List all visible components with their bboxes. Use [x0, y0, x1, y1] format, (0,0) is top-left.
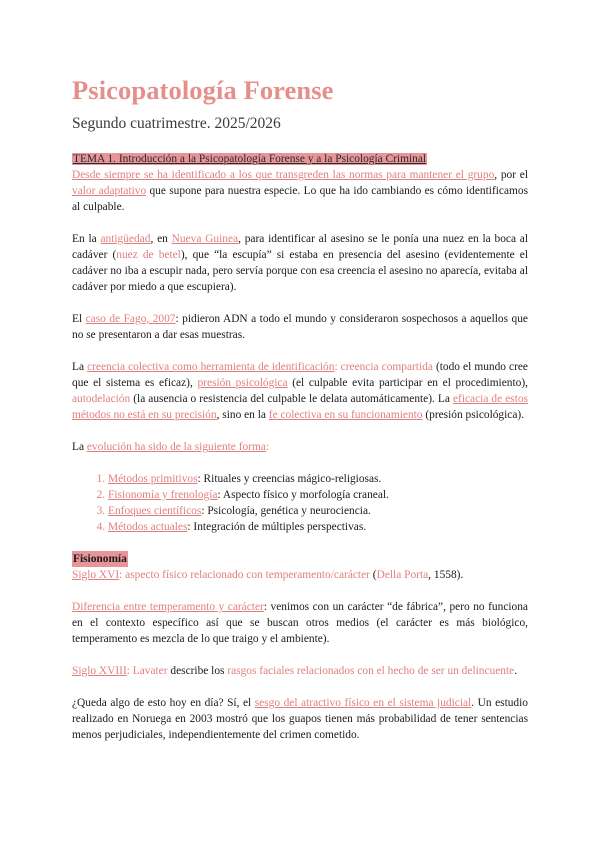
list-item: 4. Métodos actuales: Integración de múltiples perspectivas. [108, 519, 528, 535]
document-subtitle: Segundo cuatrimestre. 2025/2026 [72, 115, 281, 132]
list-item: 3. Enfoques científicos: Psicología, genética y neurociencia. [108, 503, 528, 519]
topic-heading: TEMA 1. Introducción a la Psicopatología Forense y a la Psicología Criminal [73, 153, 427, 165]
paragraph-antiquity: En la antigüedad, en Nueva Guinea, para identificar al asesino se le ponía una nuez en la boca al cadáver (nuez de betel), que “la escupía” si estaba en presencia del asesino (evidentemente el cadáver no iba a escupir nada, pero servía porque con esa creencia el asesino no aparecía, evitaba al cadáver por miedo a que escupiera). [72, 233, 529, 293]
list-item: 2. Fisionomía y frenología: Aspecto físico y morfología craneal. [108, 487, 528, 503]
section-heading-fisionomia: Fisionomía [73, 553, 127, 565]
paragraph-siglo-xviii: Siglo XVIII: Lavater describe los rasgos faciales relacionados con el hecho de ser un delincuente. [72, 665, 518, 677]
paragraph-fago-case: El caso de Fago, 2007: pidieron ADN a todo el mundo y consideraron sospechosos a aquellos que no se presentaron a dar esas muestras. [72, 313, 528, 341]
paragraph-intro: Desde siempre se ha identificado a los que transgreden las normas para mantener el grupo, por el valor adaptativo que supone para nuestra especie. Lo que ha ido cambiando es cómo identificamos al culpable. [72, 169, 528, 213]
list-item: 1. Métodos primitivos: Rituales y creencias mágico-religiosas. [108, 471, 528, 487]
paragraph-siglo-xvi: Siglo XVI: aspecto físico relacionado con temperamento/carácter (Della Porta, 1558). [72, 569, 464, 581]
document-title: Psicopatología Forense [72, 75, 334, 105]
evolution-list [72, 471, 528, 535]
paragraph-attractiveness-bias: ¿Queda algo de esto hoy en día? Sí, el sesgo del atractivo físico en el sistema judicial. Un estudio realizado en Noruega en 2003 mostró que los guapos tienen más probabilidad de tener sentencias menos perjudiciales, independientemente del crimen cometido. [72, 697, 528, 741]
paragraph-evolution: La evolución ha sido de la siguiente forma: [72, 441, 270, 453]
paragraph-collective-belief: La creencia colectiva como herramienta de identificación: creencia compartida (todo el mundo cree que el sistema es eficaz), presión psicológica (el culpable evita participar en el procedimiento), autodelación (la ausencia o resistencia del culpable le delata automáticamente). La eficacia de estos métodos no está en su precisión, sino en la fe colectiva en su funcionamiento (presión psicológica). [72, 361, 528, 421]
paragraph-temperament: Diferencia entre temperamento y carácter: venimos con un carácter “de fábrica”, pero no funciona en el contexto específico así que se buscan otros medios (el carácter es más biológico, temperamento es mezcla de lo que traigo y el ambiente). [72, 601, 528, 645]
